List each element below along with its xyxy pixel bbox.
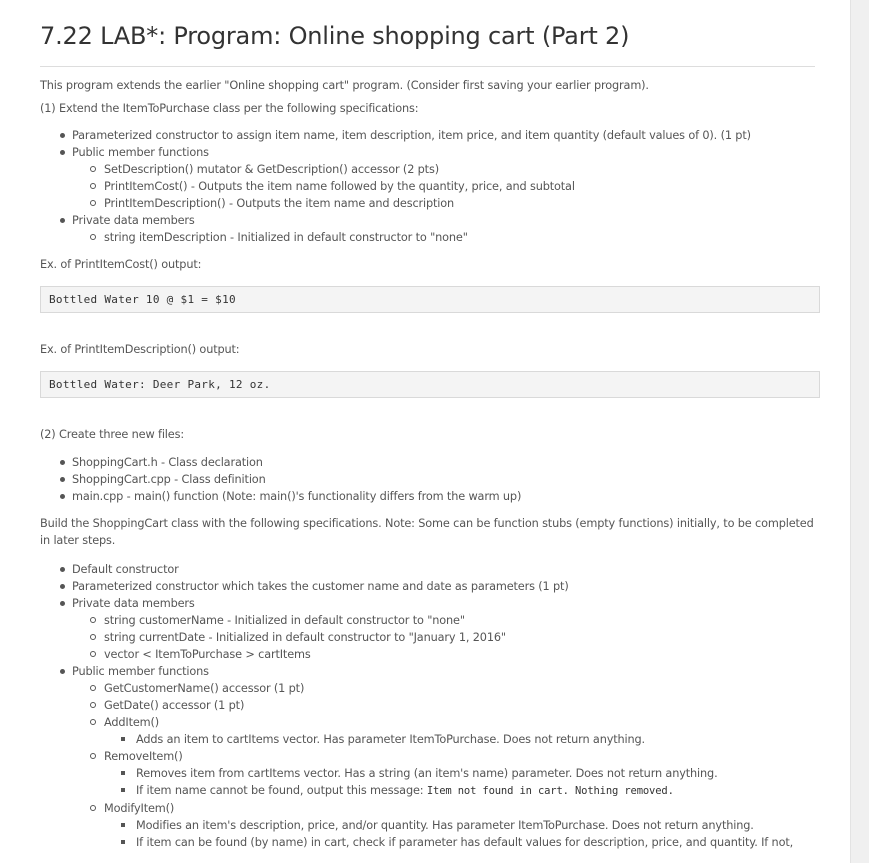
cart-spec-list — [40, 561, 820, 851]
list-item: PrintItemDescription() - Outputs the item name and description — [72, 195, 820, 212]
list-item: RemoveItem() Removes item from cartItems vector. Has a string (an item's name) parameter. Does not return anything. If item name cannot be found, output this message: Item not found in cart. Nothing removed. — [72, 748, 820, 800]
page-title: 7.22 LAB*: Program: Online shopping cart (Part 2) — [40, 22, 630, 50]
not-found-message-code: Item not found in cart. Nothing removed. — [426, 785, 674, 797]
build-text: Build the ShoppingCart class with the following specifications. Note: Some can be function stubs (empty functions) initially, to be completed in later steps. — [40, 517, 814, 547]
list-item: Private data members string customerName - Initialized in default constructor to "none" string currentDate - Initialized in default constructor to "January 1, 2016" vector < ItemToPurchase > cartItems — [40, 595, 820, 663]
list-item: Public member functions GetCustomerName() accessor (1 pt) GetDate() accessor (1 pt) AddItem() Adds an item to cartItems vector. Has parameter ItemToPurchase. Does not return anything. RemoveItem() Removes item from cartItems vector. Has a string (an item's name) parameter. Does not return anything. If item name cannot be found, output this message: Item not found in cart. Nothing removed. ModifyItem() Modifies an item's description, price, and/or quantity. Has parameter ItemToPurchase. Does not return anything. If item can be found (by name) in cart, check if parameter has default values for description, price, and quantity. If not, — [40, 663, 820, 851]
list-item: AddItem() Adds an item to cartItems vector. Has parameter ItemToPurchase. Does not return anything. — [72, 714, 820, 748]
example-desc-code: Bottled Water: Deer Park, 12 oz. — [40, 371, 820, 398]
list-item: ModifyItem() Modifies an item's description, price, and/or quantity. Has parameter ItemToPurchase. Does not return anything. If item can be found (by name) in cart, check if parameter has default values for description, price, and quantity. If not, — [72, 800, 820, 851]
scrollbar-track[interactable] — [851, 0, 869, 863]
title-divider — [40, 66, 815, 67]
list-item: Private data members string itemDescription - Initialized in default constructor to "none" — [40, 212, 820, 246]
list-item: GetCustomerName() accessor (1 pt) — [72, 680, 820, 697]
list-item: main.cpp - main() function (Note: main()'s functionality differs from the warm up) — [40, 488, 820, 505]
part2-heading: (2) Create three new files: — [40, 428, 184, 441]
list-item: string currentDate - Initialized in default constructor to "January 1, 2016" — [72, 629, 820, 646]
part1-heading: (1) Extend the ItemToPurchase class per the following specifications: — [40, 102, 419, 115]
list-item: Parameterized constructor to assign item name, item description, item price, and item quantity (default values of 0). (1 pt) — [40, 127, 820, 144]
list-item: If item can be found (by name) in cart, check if parameter has default values for description, price, and quantity. If not, — [104, 834, 820, 851]
list-item: Modifies an item's description, price, and/or quantity. Has parameter ItemToPurchase. Does not return anything. — [104, 817, 820, 834]
list-item: SetDescription() mutator & GetDescription() accessor (2 pts) — [72, 161, 820, 178]
list-item: Parameterized constructor which takes the customer name and date as parameters (1 pt) — [40, 578, 820, 595]
list-item: GetDate() accessor (1 pt) — [72, 697, 820, 714]
list-item: PrintItemCost() - Outputs the item name followed by the quantity, price, and subtotal — [72, 178, 820, 195]
list-item: vector < ItemToPurchase > cartItems — [72, 646, 820, 663]
list-item: ShoppingCart.cpp - Class definition — [40, 471, 820, 488]
list-item: Public member functions SetDescription() mutator & GetDescription() accessor (2 pts) PrintItemCost() - Outputs the item name followed by the quantity, price, and subtotal PrintItemDescription() - Outputs the item name and description — [40, 144, 820, 212]
part1-list — [40, 127, 820, 246]
example-cost-label: Ex. of PrintItemCost() output: — [40, 258, 202, 271]
intro-text: This program extends the earlier "Online shopping cart" program. (Consider first saving your earlier program). — [40, 79, 649, 92]
list-item: Default constructor — [40, 561, 820, 578]
files-list — [40, 454, 820, 505]
list-item: If item name cannot be found, output this message: Item not found in cart. Nothing removed. — [104, 782, 820, 800]
list-item: string itemDescription - Initialized in default constructor to "none" — [72, 229, 820, 246]
list-item: ShoppingCart.h - Class declaration — [40, 454, 820, 471]
list-item: string customerName - Initialized in default constructor to "none" — [72, 612, 820, 629]
example-cost-code: Bottled Water 10 @ $1 = $10 — [40, 286, 820, 313]
example-desc-label: Ex. of PrintItemDescription() output: — [40, 343, 240, 356]
list-item: Removes item from cartItems vector. Has a string (an item's name) parameter. Does not return anything. — [104, 765, 820, 782]
lab-content — [40, 77, 820, 851]
list-item: Adds an item to cartItems vector. Has parameter ItemToPurchase. Does not return anything. — [104, 731, 820, 748]
